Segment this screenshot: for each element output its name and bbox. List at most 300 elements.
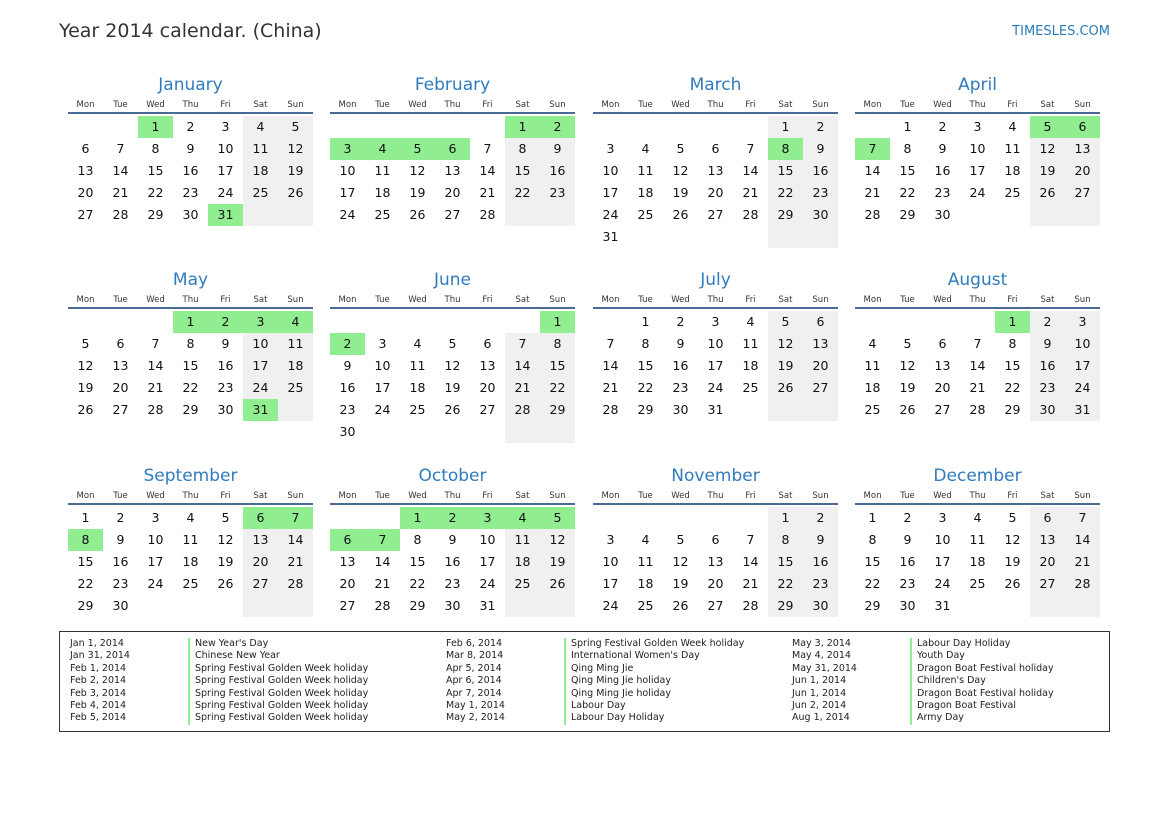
holiday-date: May 1, 2014 bbox=[446, 699, 505, 711]
day-cell: 10 bbox=[707, 336, 724, 351]
weekday-label: Sun bbox=[1074, 491, 1091, 501]
holiday-column bbox=[782, 638, 1054, 725]
day-cell: 19 bbox=[672, 576, 689, 591]
weekday-label: Thu bbox=[707, 491, 724, 501]
day-cell: 17 bbox=[934, 554, 951, 569]
empty-day-cell bbox=[365, 507, 400, 529]
day-cell: 17 bbox=[243, 355, 278, 377]
day-cell: 11 bbox=[505, 529, 540, 551]
day-cell: 7 bbox=[116, 141, 125, 156]
empty-day-cell bbox=[505, 595, 540, 617]
day-cell: 29 bbox=[768, 204, 803, 226]
day-cell: 20 bbox=[803, 355, 838, 377]
day-cell: 14 bbox=[374, 554, 391, 569]
day-cell: 4 bbox=[413, 336, 422, 351]
empty-day-cell bbox=[278, 595, 313, 617]
holiday-entry bbox=[782, 638, 1054, 650]
week-row bbox=[855, 377, 1100, 399]
holiday-entry bbox=[436, 650, 744, 662]
month-days bbox=[593, 505, 838, 617]
day-cell: 2 bbox=[803, 116, 838, 138]
day-cell: 14 bbox=[602, 358, 619, 373]
holiday-entry bbox=[60, 638, 368, 650]
day-cell: 19 bbox=[77, 380, 94, 395]
empty-day-cell bbox=[103, 116, 138, 138]
holiday-date: Feb 1, 2014 bbox=[70, 662, 127, 674]
weekday-label: Thu bbox=[444, 100, 461, 110]
day-cell: 23 bbox=[1030, 377, 1065, 399]
weekday-label: Wed bbox=[933, 491, 952, 501]
day-cell: 25 bbox=[969, 576, 986, 591]
day-cell: 20 bbox=[444, 185, 461, 200]
day-cell: 24 bbox=[147, 576, 164, 591]
day-cell: 7 bbox=[746, 532, 755, 547]
weekday-header bbox=[68, 293, 313, 309]
day-cell: 22 bbox=[1004, 380, 1021, 395]
holiday-entry bbox=[436, 675, 744, 687]
day-cell: 12 bbox=[77, 358, 94, 373]
day-cell: 19 bbox=[444, 380, 461, 395]
weekday-label: Fri bbox=[745, 295, 756, 305]
week-row bbox=[330, 182, 575, 204]
week-row bbox=[330, 551, 575, 573]
empty-day-cell bbox=[470, 421, 505, 443]
weekday-label: Wed bbox=[671, 100, 690, 110]
holiday-date: May 4, 2014 bbox=[792, 650, 851, 662]
week-row bbox=[68, 160, 313, 182]
week-row bbox=[855, 116, 1100, 138]
brand-link[interactable]: TIMESLES.COM bbox=[1012, 24, 1110, 39]
day-cell: 23 bbox=[934, 185, 951, 200]
empty-day-cell bbox=[698, 507, 733, 529]
weekday-header bbox=[330, 98, 575, 114]
empty-day-cell bbox=[925, 311, 960, 333]
day-cell: 9 bbox=[903, 532, 912, 547]
week-row bbox=[593, 204, 838, 226]
week-row bbox=[593, 399, 838, 421]
weekday-label: Fri bbox=[1007, 491, 1018, 501]
day-cell: 28 bbox=[479, 207, 496, 222]
day-cell: 7 bbox=[505, 333, 540, 355]
day-cell: 27 bbox=[444, 207, 461, 222]
week-row bbox=[330, 333, 575, 355]
day-cell: 28 bbox=[147, 402, 164, 417]
day-cell: 12 bbox=[672, 554, 689, 569]
day-cell: 29 bbox=[77, 598, 94, 613]
holiday-entry bbox=[60, 650, 368, 662]
week-row bbox=[593, 377, 838, 399]
day-cell: 9 bbox=[676, 336, 685, 351]
day-cell: 27 bbox=[707, 598, 724, 613]
day-cell: 3 bbox=[378, 336, 387, 351]
day-cell: 9 bbox=[803, 138, 838, 160]
day-cell: 27 bbox=[1030, 573, 1065, 595]
empty-day-cell bbox=[803, 399, 838, 421]
holiday-name: Dragon Boat Festival holiday bbox=[910, 663, 1054, 675]
day-cell: 25 bbox=[278, 377, 313, 399]
day-cell: 28 bbox=[112, 207, 129, 222]
empty-day-cell bbox=[365, 421, 400, 443]
day-cell: 14 bbox=[969, 358, 986, 373]
day-cell: 26 bbox=[899, 402, 916, 417]
weekday-label: Sun bbox=[287, 295, 304, 305]
empty-day-cell bbox=[698, 226, 733, 248]
weekday-label: Thu bbox=[707, 100, 724, 110]
day-cell: 18 bbox=[182, 554, 199, 569]
empty-day-cell bbox=[138, 311, 173, 333]
day-cell: 17 bbox=[707, 358, 724, 373]
day-cell: 6 bbox=[803, 311, 838, 333]
weekday-label: Sat bbox=[1040, 491, 1055, 501]
day-cell: 8 bbox=[186, 336, 195, 351]
day-cell: 19 bbox=[278, 160, 313, 182]
week-row bbox=[330, 507, 575, 529]
day-cell: 25 bbox=[637, 598, 654, 613]
week-row bbox=[330, 377, 575, 399]
day-cell: 23 bbox=[217, 380, 234, 395]
day-cell: 30 bbox=[803, 595, 838, 617]
day-cell: 24 bbox=[1065, 377, 1100, 399]
empty-day-cell bbox=[435, 116, 470, 138]
holiday-name: Labour Day Holiday bbox=[564, 712, 664, 724]
weekday-label: Sun bbox=[1074, 295, 1091, 305]
weekday-label: Wed bbox=[933, 295, 952, 305]
day-cell: 23 bbox=[672, 380, 689, 395]
month-title: September bbox=[143, 466, 238, 486]
day-cell: 23 bbox=[339, 402, 356, 417]
day-cell: 5 bbox=[676, 141, 685, 156]
empty-day-cell bbox=[628, 116, 663, 138]
day-cell: 27 bbox=[339, 598, 356, 613]
day-cell: 31 bbox=[208, 204, 243, 226]
day-cell: 25 bbox=[409, 402, 426, 417]
day-cell: 26 bbox=[540, 573, 575, 595]
day-cell: 15 bbox=[864, 554, 881, 569]
day-cell: 9 bbox=[116, 532, 125, 547]
day-cell: 17 bbox=[602, 185, 619, 200]
day-cell: 11 bbox=[182, 532, 199, 547]
day-cell: 14 bbox=[112, 163, 129, 178]
day-cell: 1 bbox=[868, 510, 877, 525]
month-title: January bbox=[158, 75, 223, 95]
holiday-entry bbox=[60, 700, 368, 712]
day-cell: 7 bbox=[606, 336, 615, 351]
weekday-header bbox=[330, 293, 575, 309]
weekday-label: Sat bbox=[515, 100, 530, 110]
week-row bbox=[330, 595, 575, 617]
day-cell: 30 bbox=[444, 598, 461, 613]
day-cell: 30 bbox=[217, 402, 234, 417]
weekday-label: Mon bbox=[76, 100, 95, 110]
day-cell: 18 bbox=[1004, 163, 1021, 178]
day-cell: 18 bbox=[374, 185, 391, 200]
week-row bbox=[68, 377, 313, 399]
weekday-label: Thu bbox=[969, 295, 986, 305]
day-cell: 15 bbox=[540, 355, 575, 377]
week-row bbox=[855, 311, 1100, 333]
day-cell: 16 bbox=[339, 380, 356, 395]
day-cell: 8 bbox=[151, 141, 160, 156]
day-cell: 16 bbox=[899, 554, 916, 569]
holiday-date: Apr 5, 2014 bbox=[446, 662, 502, 674]
day-cell: 8 bbox=[903, 141, 912, 156]
day-cell: 18 bbox=[969, 554, 986, 569]
day-cell: 26 bbox=[77, 402, 94, 417]
day-cell: 2 bbox=[116, 510, 125, 525]
empty-day-cell bbox=[995, 595, 1030, 617]
week-row bbox=[330, 138, 575, 160]
holiday-name: Spring Festival Golden Week holiday bbox=[188, 663, 368, 675]
empty-day-cell bbox=[278, 204, 313, 226]
day-cell: 22 bbox=[864, 576, 881, 591]
empty-day-cell bbox=[103, 311, 138, 333]
week-row bbox=[855, 182, 1100, 204]
holiday-name: Youth Day bbox=[910, 650, 965, 662]
day-cell: 10 bbox=[147, 532, 164, 547]
day-cell: 26 bbox=[768, 377, 803, 399]
week-row bbox=[855, 595, 1100, 617]
day-cell: 28 bbox=[969, 402, 986, 417]
weekday-label: Mon bbox=[601, 295, 620, 305]
month-april bbox=[855, 75, 1100, 226]
holiday-name: New Year's Day bbox=[188, 638, 268, 650]
weekday-label: Fri bbox=[482, 100, 493, 110]
day-cell: 28 bbox=[742, 207, 759, 222]
empty-day-cell bbox=[733, 226, 768, 248]
holiday-entry bbox=[60, 663, 368, 675]
day-cell: 24 bbox=[339, 207, 356, 222]
day-cell: 1 bbox=[173, 311, 208, 333]
empty-day-cell bbox=[1030, 595, 1065, 617]
day-cell: 6 bbox=[711, 532, 720, 547]
holiday-entry bbox=[436, 700, 744, 712]
weekday-header bbox=[68, 489, 313, 505]
day-cell: 28 bbox=[864, 207, 881, 222]
day-cell: 15 bbox=[1004, 358, 1021, 373]
day-cell: 12 bbox=[1004, 532, 1021, 547]
empty-day-cell bbox=[470, 311, 505, 333]
day-cell: 31 bbox=[602, 229, 619, 244]
weekday-label: Mon bbox=[863, 491, 882, 501]
day-cell: 2 bbox=[938, 119, 947, 134]
day-cell: 2 bbox=[186, 119, 195, 134]
week-row bbox=[68, 573, 313, 595]
week-row bbox=[330, 529, 575, 551]
day-cell: 4 bbox=[641, 141, 650, 156]
week-row bbox=[593, 333, 838, 355]
holiday-entry bbox=[436, 638, 744, 650]
empty-day-cell bbox=[628, 226, 663, 248]
day-cell: 28 bbox=[742, 598, 759, 613]
day-cell: 12 bbox=[217, 532, 234, 547]
day-cell: 5 bbox=[81, 336, 90, 351]
day-cell: 1 bbox=[81, 510, 90, 525]
day-cell: 11 bbox=[278, 333, 313, 355]
day-cell: 14 bbox=[505, 355, 540, 377]
day-cell: 27 bbox=[479, 402, 496, 417]
holiday-date: Jun 1, 2014 bbox=[792, 687, 847, 699]
week-row bbox=[855, 551, 1100, 573]
week-row bbox=[593, 551, 838, 573]
day-cell: 29 bbox=[768, 595, 803, 617]
day-cell: 13 bbox=[243, 529, 278, 551]
day-cell: 4 bbox=[1008, 119, 1017, 134]
day-cell: 11 bbox=[637, 554, 654, 569]
holiday-date: Jan 31, 2014 bbox=[70, 650, 130, 662]
empty-day-cell bbox=[173, 595, 208, 617]
day-cell: 21 bbox=[864, 185, 881, 200]
day-cell: 5 bbox=[903, 336, 912, 351]
day-cell: 21 bbox=[112, 185, 129, 200]
day-cell: 8 bbox=[505, 138, 540, 160]
weekday-header bbox=[330, 489, 575, 505]
day-cell: 11 bbox=[1004, 141, 1021, 156]
day-cell: 8 bbox=[540, 333, 575, 355]
holiday-date: May 31, 2014 bbox=[792, 662, 857, 674]
weekday-label: Mon bbox=[338, 491, 357, 501]
holiday-name: Qing Ming Jie holiday bbox=[564, 675, 671, 687]
day-cell: 12 bbox=[278, 138, 313, 160]
day-cell: 16 bbox=[934, 163, 951, 178]
day-cell: 14 bbox=[864, 163, 881, 178]
day-cell: 29 bbox=[540, 399, 575, 421]
day-cell: 8 bbox=[1008, 336, 1017, 351]
day-cell: 12 bbox=[672, 163, 689, 178]
day-cell: 4 bbox=[365, 138, 400, 160]
week-row bbox=[593, 116, 838, 138]
empty-day-cell bbox=[400, 116, 435, 138]
empty-day-cell bbox=[698, 116, 733, 138]
weekday-header bbox=[855, 98, 1100, 114]
day-cell: 30 bbox=[803, 204, 838, 226]
day-cell: 2 bbox=[1030, 311, 1065, 333]
day-cell: 16 bbox=[444, 554, 461, 569]
empty-day-cell bbox=[995, 204, 1030, 226]
day-cell: 15 bbox=[409, 554, 426, 569]
day-cell: 31 bbox=[707, 402, 724, 417]
day-cell: 20 bbox=[707, 185, 724, 200]
day-cell: 17 bbox=[217, 163, 234, 178]
empty-day-cell bbox=[593, 116, 628, 138]
week-row bbox=[68, 311, 313, 333]
day-cell: 27 bbox=[243, 573, 278, 595]
day-cell: 1 bbox=[768, 507, 803, 529]
day-cell: 7 bbox=[151, 336, 160, 351]
day-cell: 10 bbox=[243, 333, 278, 355]
day-cell: 6 bbox=[116, 336, 125, 351]
month-days bbox=[68, 505, 313, 617]
holiday-entry bbox=[436, 712, 744, 724]
week-row bbox=[855, 333, 1100, 355]
week-row bbox=[593, 507, 838, 529]
day-cell: 6 bbox=[435, 138, 470, 160]
weekday-label: Wed bbox=[671, 491, 690, 501]
month-days bbox=[593, 309, 838, 421]
day-cell: 23 bbox=[182, 185, 199, 200]
day-cell: 26 bbox=[1030, 182, 1065, 204]
day-cell: 20 bbox=[77, 185, 94, 200]
weekday-label: Thu bbox=[969, 100, 986, 110]
day-cell: 18 bbox=[505, 551, 540, 573]
day-cell: 9 bbox=[540, 138, 575, 160]
day-cell: 10 bbox=[602, 554, 619, 569]
day-cell: 10 bbox=[1065, 333, 1100, 355]
day-cell: 5 bbox=[540, 507, 575, 529]
day-cell: 22 bbox=[505, 182, 540, 204]
day-cell: 12 bbox=[768, 333, 803, 355]
day-cell: 8 bbox=[413, 532, 422, 547]
day-cell: 10 bbox=[969, 141, 986, 156]
weekday-label: Sat bbox=[778, 491, 793, 501]
month-days bbox=[330, 309, 575, 443]
day-cell: 30 bbox=[112, 598, 129, 613]
day-cell: 22 bbox=[637, 380, 654, 395]
day-cell: 22 bbox=[899, 185, 916, 200]
holiday-entry bbox=[782, 650, 1054, 662]
day-cell: 21 bbox=[602, 380, 619, 395]
holiday-name: Dragon Boat Festival bbox=[910, 700, 1016, 712]
day-cell: 24 bbox=[217, 185, 234, 200]
month-title: December bbox=[933, 466, 1022, 486]
holiday-name: Qing Ming Jie bbox=[564, 663, 633, 675]
weekday-label: Mon bbox=[601, 491, 620, 501]
empty-day-cell bbox=[505, 421, 540, 443]
day-cell: 27 bbox=[707, 207, 724, 222]
day-cell: 19 bbox=[540, 551, 575, 573]
day-cell: 6 bbox=[483, 336, 492, 351]
week-row bbox=[593, 529, 838, 551]
month-title: April bbox=[958, 75, 997, 95]
day-cell: 18 bbox=[409, 380, 426, 395]
empty-day-cell bbox=[1065, 204, 1100, 226]
day-cell: 30 bbox=[934, 207, 951, 222]
day-cell: 14 bbox=[147, 358, 164, 373]
day-cell: 5 bbox=[448, 336, 457, 351]
day-cell: 19 bbox=[899, 380, 916, 395]
day-cell: 23 bbox=[899, 576, 916, 591]
weekday-label: Sun bbox=[812, 491, 829, 501]
weekday-label: Fri bbox=[1007, 295, 1018, 305]
weekday-label: Wed bbox=[408, 295, 427, 305]
day-cell: 10 bbox=[602, 163, 619, 178]
week-row bbox=[68, 507, 313, 529]
weekday-label: Fri bbox=[745, 491, 756, 501]
day-cell: 9 bbox=[938, 141, 947, 156]
weekday-label: Sat bbox=[515, 491, 530, 501]
day-cell: 7 bbox=[855, 138, 890, 160]
holiday-name: Spring Festival Golden Week holiday bbox=[188, 675, 368, 687]
day-cell: 22 bbox=[768, 573, 803, 595]
day-cell: 11 bbox=[864, 358, 881, 373]
day-cell: 15 bbox=[77, 554, 94, 569]
day-cell: 20 bbox=[112, 380, 129, 395]
week-row bbox=[855, 399, 1100, 421]
day-cell: 3 bbox=[973, 119, 982, 134]
day-cell: 29 bbox=[899, 207, 916, 222]
day-cell: 23 bbox=[112, 576, 129, 591]
empty-day-cell bbox=[243, 595, 278, 617]
holiday-date: Feb 2, 2014 bbox=[70, 675, 127, 687]
day-cell: 29 bbox=[1004, 402, 1021, 417]
empty-day-cell bbox=[733, 116, 768, 138]
day-cell: 11 bbox=[243, 138, 278, 160]
empty-day-cell bbox=[505, 204, 540, 226]
week-row bbox=[855, 529, 1100, 551]
month-january bbox=[68, 75, 313, 226]
day-cell: 18 bbox=[637, 185, 654, 200]
day-cell: 21 bbox=[969, 380, 986, 395]
weekday-label: Mon bbox=[338, 295, 357, 305]
